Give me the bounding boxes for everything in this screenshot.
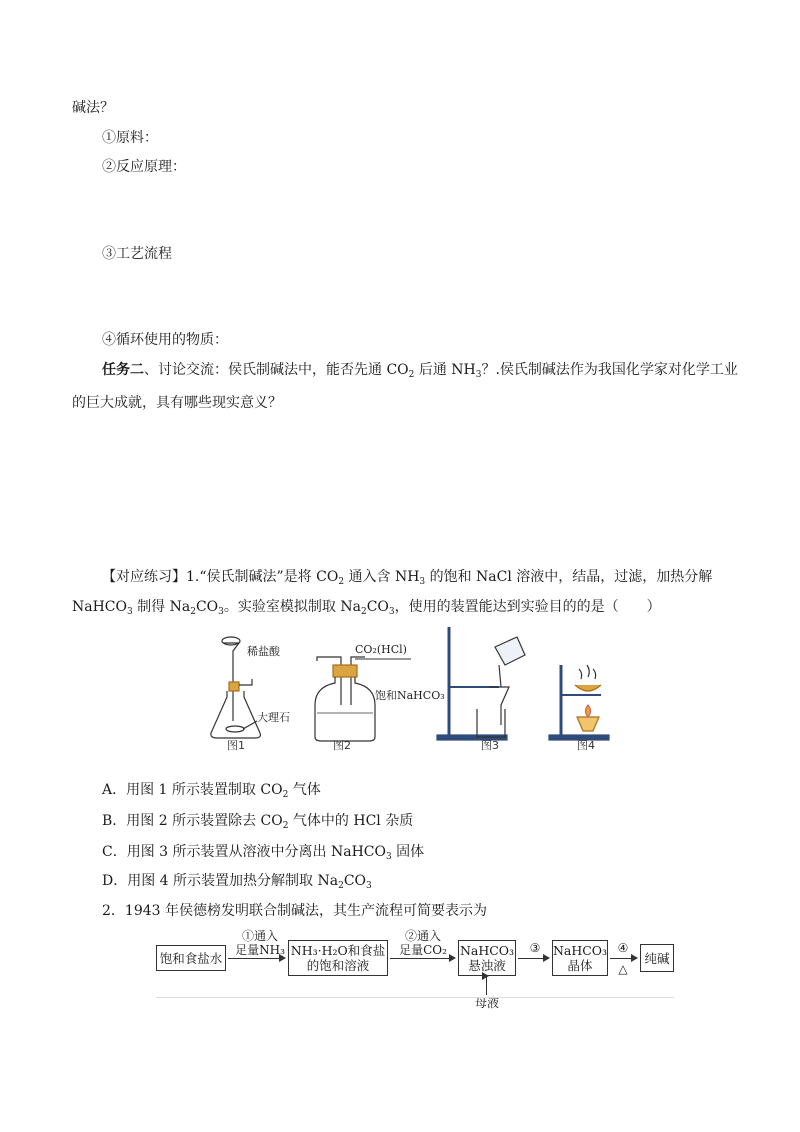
item-raw-materials: ①原料： [102, 130, 158, 146]
figure-1-bottom-label: 大理石 [257, 711, 290, 724]
practice-line2: NaHCO$_3$ 制得 $Na_2CO_3$。实验室模拟制取 $Na_2CO_3$，使用的装置能达到实验目的的是（ ） [72, 599, 661, 617]
option-c: C．用图 3 所示装置从溶液中分离出 NaHCO$_3$ 固体 [102, 844, 425, 862]
task2-line1: 任务二、讨论交流：侯氏制碱法中，能否先通 $CO_2$ 后通 $NH_3$？.侯氏制碱法作为我国化学家对化学工业 [102, 362, 738, 380]
option-a: A．用图 1 所示装置制取 $CO_2$ 气体 [102, 782, 321, 800]
text-line: 碱法？ [72, 100, 114, 116]
flow-divider [156, 997, 674, 998]
task2-label: 任务二 [102, 362, 144, 378]
flow-box-brine: 饱和食盐水 [156, 945, 226, 971]
flow-box-suspension: NaHCO₃ 悬浊液 [458, 940, 516, 976]
flow-arrow-down [486, 977, 487, 995]
figure-2-top-label: CO₂(HCl) [355, 643, 407, 656]
item-recycled-substances: ④循环使用的物质： [102, 332, 228, 348]
flow-step-4-heat: △ [618, 962, 628, 976]
flow-arrow-2 [390, 958, 454, 959]
figure-2-caption: 图2 [333, 739, 351, 752]
flow-box-crystals: NaHCO₃ 晶体 [552, 940, 608, 976]
flow-box-soda-ash: 纯碱 [640, 944, 674, 972]
flow-box-saturated-solution: NH₃·H₂O和食盐 的饱和溶液 [288, 940, 388, 976]
figure-3-caption: 图3 [481, 739, 499, 752]
flow-arrow-1 [228, 958, 284, 959]
figure-1-top-label: 稀盐酸 [247, 645, 280, 658]
figure-2-apparatus [315, 657, 375, 741]
option-b: B．用图 2 所示装置除去 $CO_2$ 气体中的 HCl 杂质 [102, 813, 414, 831]
option-d: D．用图 4 所示装置加热分解制取 $Na_2CO_3$ [102, 873, 372, 891]
item-process-flow: ③工艺流程 [102, 246, 172, 262]
figure-4-apparatus [549, 665, 609, 740]
flow-step-4-label: ④ [617, 941, 629, 955]
flow-arrow-4 [610, 958, 636, 959]
flow-step-1-label: ①通入 足量NH₃ [235, 929, 285, 957]
practice-line1: 【对应练习】1.“侯氏制碱法”是将 $CO_2$ 通入含 $NH_3$ 的饱和 NaCl 溶液中，结晶，过滤，加热分解 [102, 569, 713, 587]
flow-arrow-3 [518, 958, 548, 959]
figure-1-caption: 图1 [227, 739, 245, 752]
flow-byproduct: 母液 [474, 996, 499, 1010]
figure-2-side-label: 饱和NaHCO₃ [375, 689, 445, 702]
item-reaction-principle: ②反应原理： [102, 159, 186, 175]
figure-4-caption: 图4 [577, 739, 595, 752]
flow-step-2-label: ②通入 足量CO₂ [399, 929, 447, 957]
task2-line2: 的巨大成就，具有哪些现实意义？ [72, 395, 282, 411]
figure-3-apparatus [437, 627, 525, 740]
flow-step-3-label: ③ [529, 941, 541, 955]
question-2: 2．1943 年侯德榜发明联合制碱法，其生产流程可简要表示为 [102, 903, 487, 919]
apparatus-figures [205, 625, 615, 753]
